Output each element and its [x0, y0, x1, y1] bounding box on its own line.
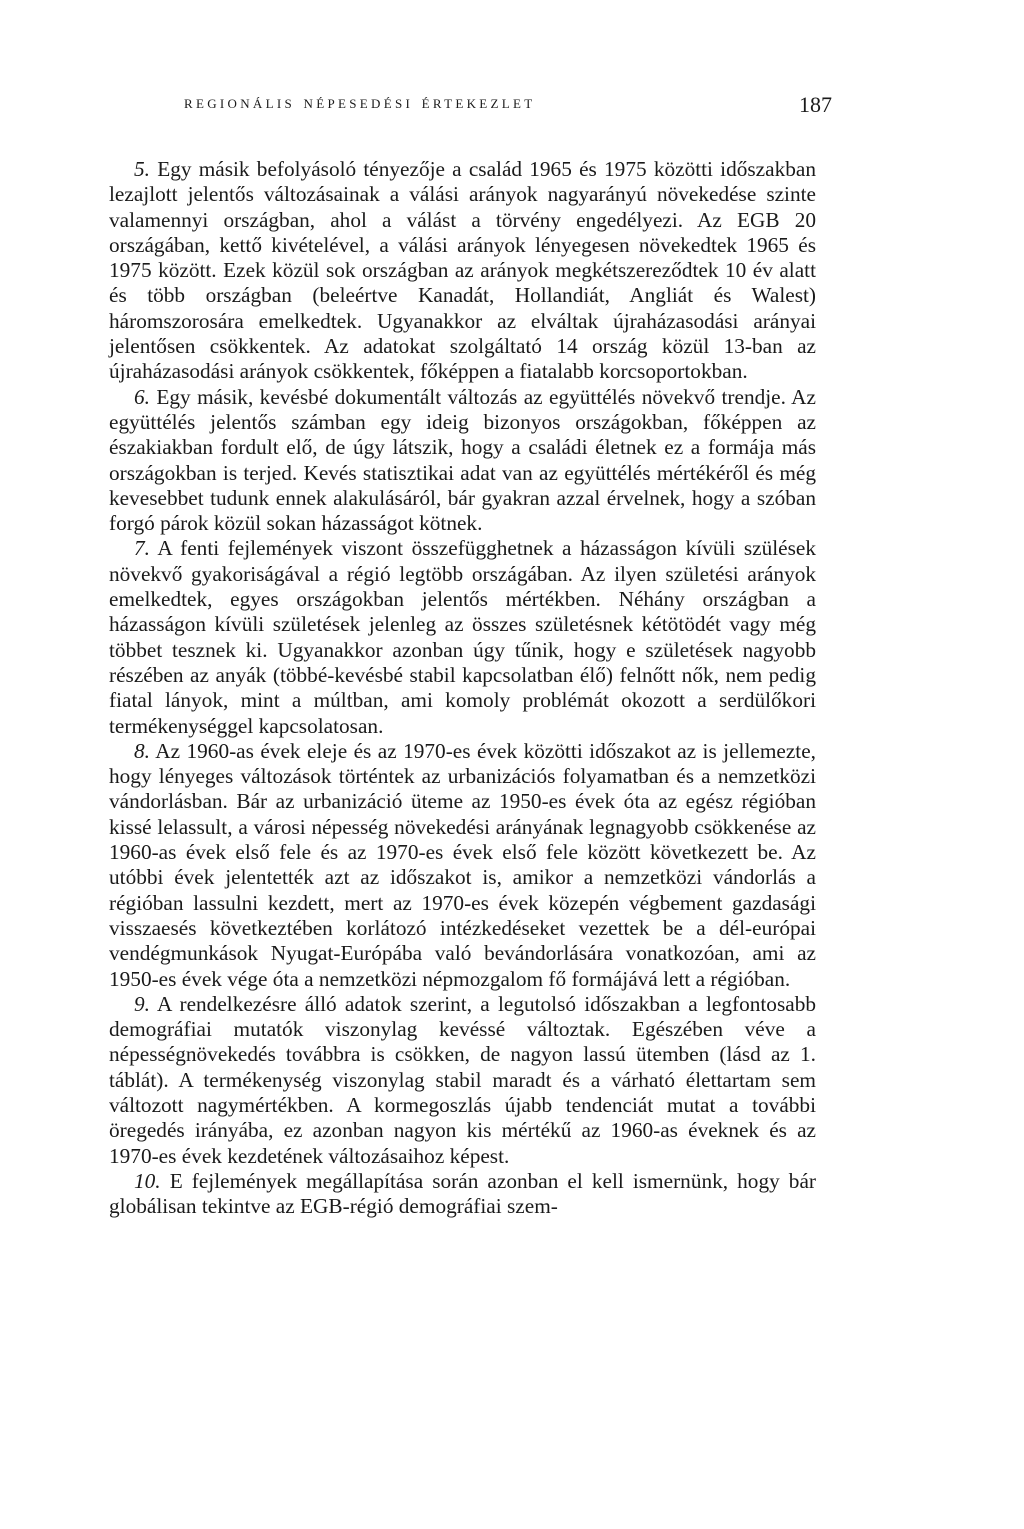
running-head: REGIONÁLIS NÉPESEDÉSI ÉRTEKEZLET [184, 96, 536, 111]
paragraph-text: A fenti fejlemények viszont összefügghetnek a házasságon kívüli szülések növekvő gyakoriságával a régió legtöbb országában. Az ilyen születési arányok emelkedtek, egyes országokban jelentős mértékben. Néhány országban a házasságon kívüli születések jelenleg az összes születésnek kétötödét vagy még többet tesznek ki. Ugyanakkor azonban úgy tűnik, hogy e születések nagyobb részében az anyák (többé-kevésbé stabil kapcsolatban élő) felnőtt nők, nem pedig fiatal lányok, mint a múltban, ami komoly problémát okozott a serdülőkori termékenységgel kapcsolatosan. [109, 536, 816, 738]
paragraph-text: Az 1960-as évek eleje és az 1970-es évek közötti időszakot az is jellemezte, hogy lényeges változások történtek az urbanizációs folyamatban és a nemzetközi vándorlásban. Bár az urbanizáció üteme az 1950-es évek óta az egész régióban kissé lelassult, a városi népesség növekedési arányának legnagyobb csökkenése az 1960-as évek első fele és az 1970-es évek első fele között következett be. Az utóbbi évek jelentették azt az időszakot is, amikor a nemzetközi vándorlás a régióban lassulni kezdett, mert az 1970-es évek közepén végbement gazdasági visszaesés következtében korlátozó intézkedéseket vezettek be a dél-európai vendégmunkások Nyugat-Európába való bevándorlására vonatkozóan, ami az 1950-es évek vége óta a nemzetközi népmozgalom fő formájává lett a régióban. [109, 738, 816, 991]
paragraph-text: A rendelkezésre álló adatok szerint, a legutolsó időszakban a legfontosabb demográfiai mutatók viszonylag kevéssé változtak. Egészében véve a népességnövekedés továbbra is csökken, de nagyon lassú ütemben (lásd az 1. táblát). A termékenység viszonylag stabil maradt és a várható élettartam sem változott nagymértékben. A kormegoszlás újabb tendenciát mutat a további öregedés irányába, ez azonban nagyon kis mértékű az 1960-as éveknek és az 1970-es évek kezdetének változásaihoz képest. [109, 991, 816, 1168]
paragraph-7 [109, 536, 816, 738]
paragraph-8 [109, 739, 816, 992]
body-text [109, 157, 816, 1219]
paragraph-10 [109, 1169, 816, 1220]
paragraph-number: 5. [134, 157, 150, 181]
paragraph-6 [109, 385, 816, 537]
paragraph-text: E fejlemények megállapítása során azonban el kell ismernünk, hogy bár globálisan tekintve az EGB-régió demográfiai szem- [109, 1168, 816, 1219]
paragraph-text: Egy másik, kevésbé dokumentált változás az együttélés növekvő trendje. Az együttélés jelentős számban egy ideig bizonyos országokban, főképpen az északiakban fordult elő, de úgy látszik, hogy a családi életnek ez a formája más országokban is terjed. Kevés statisztikai adat van az együttélés mértékéről és még kevesebbet tudunk ennek alakulásáról, bár gyakran azzal érvelnek, hogy a szóban forgó párok közül sokan házasságot kötnek. [109, 384, 816, 536]
paragraph-number: 6. [134, 384, 150, 409]
paragraph-9 [109, 992, 816, 1169]
paragraph-number: 9. [134, 991, 150, 1016]
page-header [184, 92, 832, 126]
paragraph-number: 8. [134, 738, 150, 763]
paragraph-number: 7. [134, 536, 150, 561]
paragraph-5 [109, 157, 816, 385]
paragraph-text: Egy másik befolyásoló tényezője a család 1965 és 1975 közötti időszakban lezajlott jelentős változásainak a válási arányok nagyarányú növekedése szinte valamennyi országban, ahol a válást a törvény engedélyezi. Az EGB 20 országában, kettő kivételével, a válási arányok lényegesen növekedtek 1965 és 1975 között. Ezek közül sok országban az arányok megkétszereződtek 10 év alatt és több országban (beleértve Kanadát, Hollandiát, Angliát és Walest) háromszorosára emelkedtek. Ugyanakkor az elváltak újraházasodási arányai jelentősen csökkentek. Az adatokat szolgáltató 14 ország közül 13-ban az újraházasodási arányok csökkentek, főképpen a fiatalabb korcsoportokban. [109, 157, 816, 384]
paragraph-number: 10. [134, 1168, 161, 1193]
page-number: 187 [799, 92, 832, 117]
